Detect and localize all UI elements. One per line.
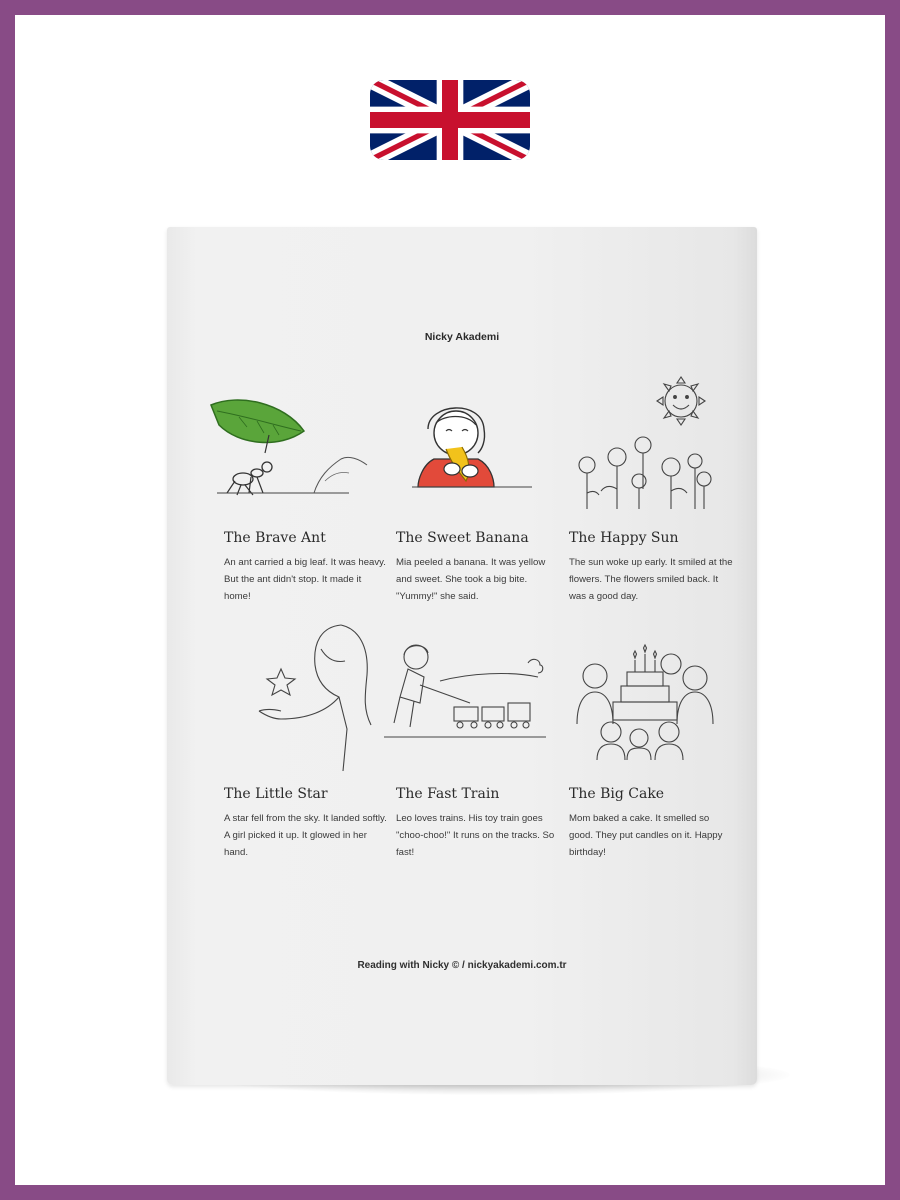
story-title: The Fast Train — [396, 786, 500, 802]
boy-train-illustration — [380, 637, 548, 767]
girl-banana-illustration — [382, 389, 550, 519]
story-text: Mom baked a cake. It smelled so good. They put candles on it. Happy birthday! — [569, 813, 723, 858]
story-text: Mia peeled a banana. It was yellow and sweet. She took a big bite. "Yummy!" she said. — [396, 557, 546, 602]
story-title: The Little Star — [224, 786, 328, 802]
story-title: The Happy Sun — [569, 530, 679, 546]
sun-flowers-illustration — [559, 369, 727, 499]
story-text: An ant carried a big leaf. It was heavy. But the ant didn't stop. It made it home! — [224, 557, 386, 602]
story-text: The sun woke up early. It smiled at the flowers. The flowers smiled back. It was a good day. — [569, 557, 733, 602]
story-title: The Big Cake — [569, 786, 665, 802]
page-footer: Reading with Nicky © / nickyakademi.com.tr — [357, 960, 567, 971]
story-title: The Sweet Banana — [396, 530, 529, 546]
page-frame — [15, 15, 885, 1185]
ant-leaf-illustration — [209, 397, 377, 527]
brand-name: Nicky Akademi — [424, 331, 500, 343]
family-cake-illustration — [571, 632, 739, 762]
story-text: Leo loves trains. His toy train goes "choo-choo!" It runs on the tracks. So fast! — [396, 813, 555, 858]
worksheet-page — [167, 227, 757, 1085]
uk-flag-icon — [370, 80, 530, 160]
story-title: The Brave Ant — [224, 530, 326, 546]
story-text: A star fell from the sky. It landed softly. A girl picked it up. It glowed in her hand. — [224, 813, 387, 858]
